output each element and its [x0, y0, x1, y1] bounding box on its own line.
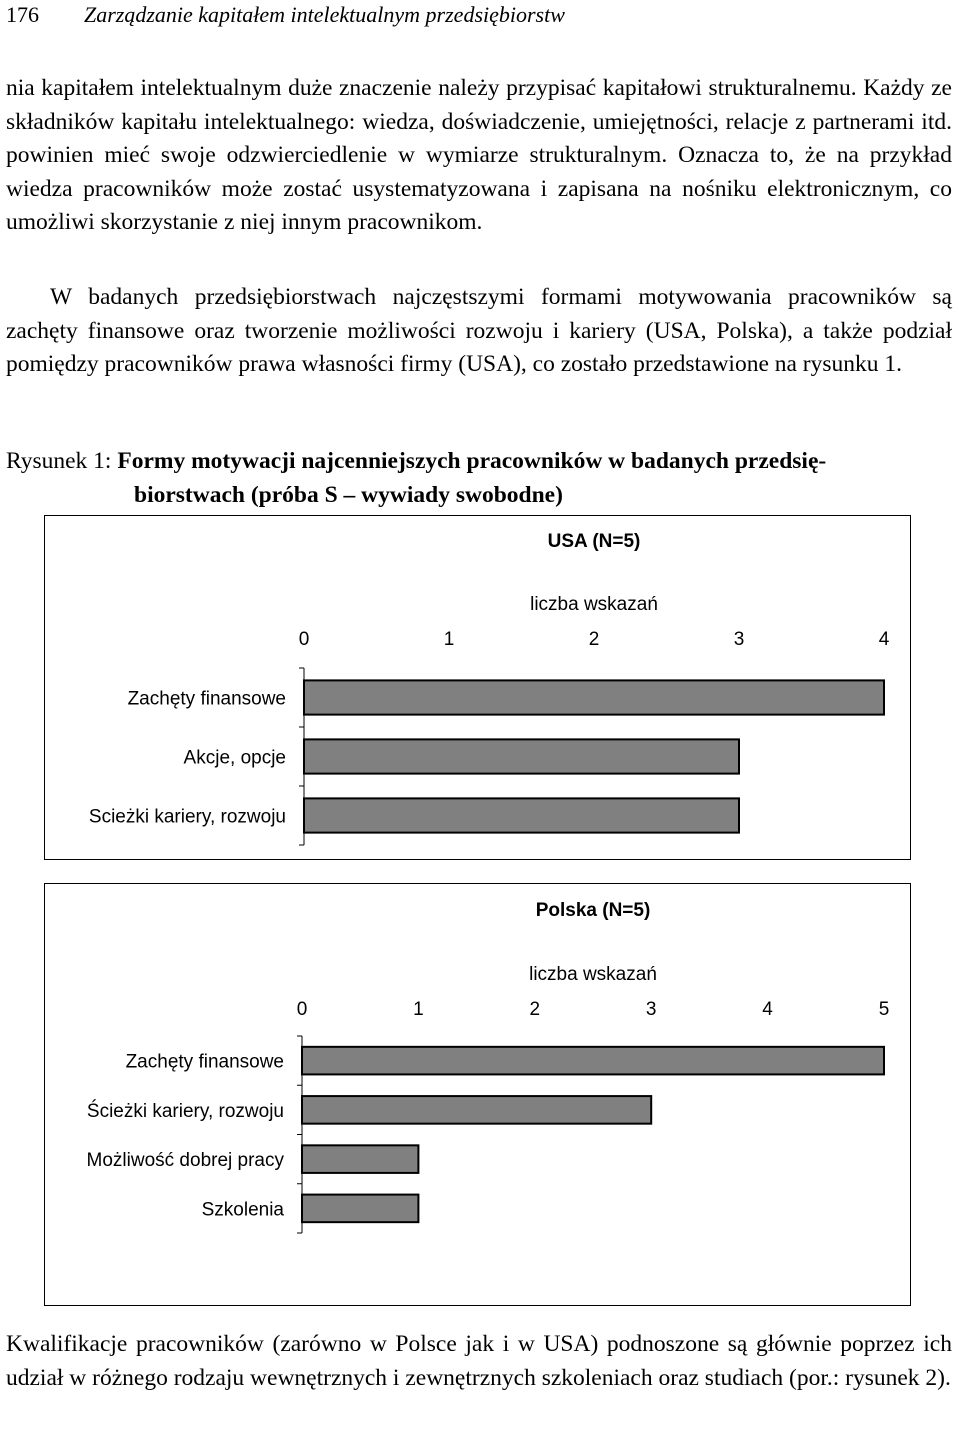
running-title: Zarządzanie kapitałem intelektualnym przedsiębiorstw — [84, 2, 565, 27]
usa-bar — [304, 739, 739, 773]
usa-category-label: Zachęty finansowe — [127, 688, 286, 710]
chart-polska — [44, 883, 911, 1306]
usa-tick-label: 1 — [443, 629, 455, 650]
usa-bar — [304, 798, 739, 832]
usa-bar — [304, 680, 884, 714]
usa-tick-label: 0 — [298, 629, 310, 650]
polska-category-label: Szkolenia — [201, 1199, 284, 1221]
polska-tick-label: 2 — [529, 999, 541, 1020]
figure-title-line1: Formy motywacji najcenniejszych pracowników w badanych przedsię- — [117, 448, 827, 474]
figure-label: Rysunek 1: — [6, 448, 112, 474]
running-header — [6, 0, 956, 30]
usa-chart-title: USA (N=5) — [547, 531, 641, 552]
usa-tick-label: 3 — [733, 629, 745, 650]
polska-category-label: Możliwość dobrej pracy — [86, 1150, 284, 1172]
polska-bar — [302, 1145, 418, 1173]
chart-usa-svg — [45, 516, 910, 859]
polska-tick-label: 3 — [645, 999, 657, 1020]
chart-usa — [44, 515, 911, 860]
figure-caption — [6, 445, 956, 512]
usa-tick-label: 4 — [878, 629, 890, 650]
usa-category-label: Scieżki kariery, rozwoju — [88, 806, 286, 828]
polska-category-label: Ścieżki kariery, rozwoju — [86, 1100, 284, 1122]
polska-bar — [302, 1047, 884, 1075]
polska-category-label: Zachęty finansowe — [125, 1051, 284, 1073]
figure-title-line2: biorstwach (próba S – wywiady swobodne) — [134, 481, 563, 508]
chart-polska-svg — [45, 884, 910, 1305]
polska-bar — [302, 1096, 651, 1124]
usa-axis-label: liczba wskazań — [530, 594, 658, 615]
polska-axis-label: liczba wskazań — [529, 964, 657, 985]
paragraph-3: Kwalifikacje pracowników (zarówno w Polsce jak i w USA) podnoszone są głównie poprzez ich udział w różnego rodzaju wewnętrznych i zewnętrznych szkoleniach oraz studiach (por.: rysunek 2). — [6, 1331, 952, 1391]
polska-tick-label: 1 — [413, 999, 424, 1020]
polska-tick-label: 5 — [878, 999, 890, 1020]
usa-tick-label: 2 — [588, 629, 600, 650]
polska-bar — [302, 1195, 418, 1223]
paragraph-2: W badanych przedsiębiorstwach najczęstszymi formami motywowania pracowników są zachęty finansowe oraz tworzenie możliwości rozwoju i kariery (USA, Polska), a także podział pomiędzy pracowników prawa własności firmy (USA), co zostało przedstawione na rysunku 1. — [6, 284, 952, 377]
usa-category-label: Akcje, opcje — [183, 747, 286, 769]
polska-tick-label: 4 — [762, 999, 773, 1020]
polska-tick-label: 0 — [296, 999, 308, 1020]
page-number: 176 — [6, 2, 39, 27]
paragraph-1: nia kapitałem intelektualnym duże znaczenie należy przypisać kapitałowi strukturalnemu. Każdy ze składników kapitału intelektualnego: wiedza, doświadczenie, umiejętności, relacje z partnerami itd. powinien mieć swoje odzwierciedlenie w wymiarze strukturalnym. Oznacza to, że na przykład wiedza pracowników może zostać usystematyzowana i zapisana na nośniku elektronicznym, co umożliwi skorzystanie z niej innym pracownikom. — [6, 75, 952, 235]
polska-chart-title: Polska (N=5) — [535, 900, 651, 921]
